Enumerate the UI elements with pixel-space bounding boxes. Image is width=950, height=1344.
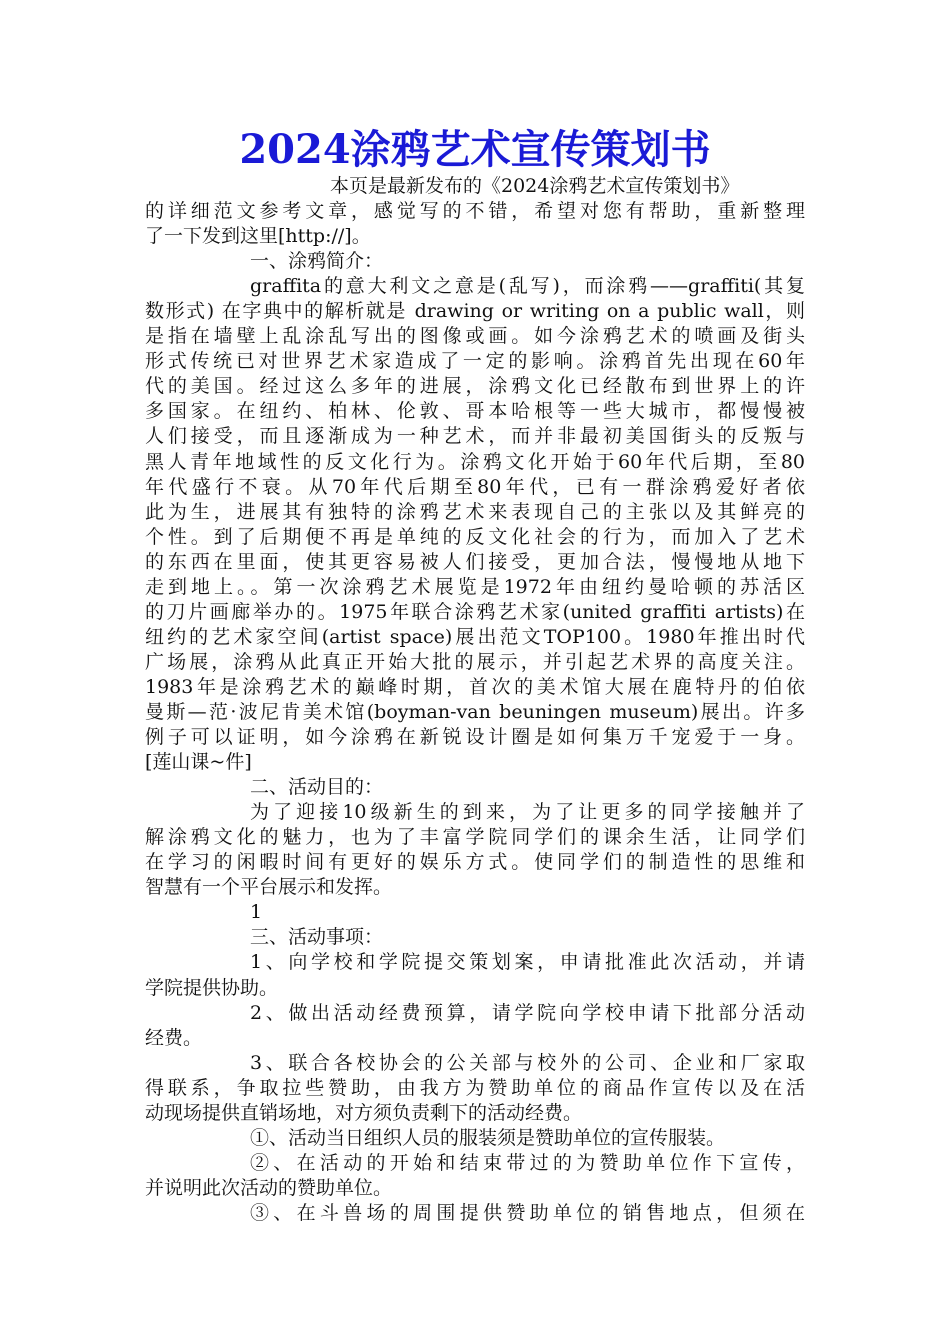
text-line: 智慧有一个平台展示和发挥。 bbox=[145, 876, 393, 899]
text-line: 1 bbox=[250, 901, 263, 924]
text-line: ③、在斗兽场的周围提供赞助单位的销售地点，但须在 bbox=[250, 1201, 805, 1224]
text-line: 为了迎接10级新生的到来，为了让更多的同学接触并了 bbox=[250, 801, 805, 824]
text-line: 一、涂鸦简介： bbox=[250, 250, 384, 273]
text-line: 形式传统已对世界艺术家造成了一定的影响。涂鸦首先出现在60年 bbox=[145, 350, 805, 373]
text-line: 的刀片画廊举办的。1975年联合涂鸦艺术家(united graffiti artists)在 bbox=[145, 600, 805, 623]
text-line: graffita的意大利文之意是(乱写)，而涂鸦——graffiti(其复 bbox=[250, 275, 805, 298]
text-line: 的详细范文参考文章，感觉写的不错，希望对您有帮助，重新整理 bbox=[145, 200, 805, 223]
text-line: 人们接受，而且逐渐成为一种艺术，而并非最初美国街头的反叛与 bbox=[145, 425, 805, 448]
text-line: 学院提供协助。 bbox=[145, 976, 279, 999]
text-line: 经费。 bbox=[145, 1026, 203, 1049]
text-line: 的东西在里面，使其更容易被人们接受，更加合法，慢慢地从地下 bbox=[145, 550, 805, 573]
text-line: 三、活动事项： bbox=[250, 926, 384, 949]
text-line: 例子可以证明，如今涂鸦在新锐设计圈是如何集万千宠爱于一身。 bbox=[145, 726, 805, 749]
text-line: 1、向学校和学院提交策划案，申请批准此次活动，并请 bbox=[250, 951, 805, 974]
text-line: 动现场提供直销场地，对方须负责剩下的活动经费。 bbox=[145, 1101, 583, 1124]
text-line: ①、活动当日组织人员的服装须是赞助单位的宣传服装。 bbox=[250, 1126, 726, 1149]
text-line: 年代盛行不衰。从70年代后期至80年代，已有一群涂鸦爱好者依 bbox=[145, 475, 805, 498]
text-line: [莲山课~件] bbox=[145, 751, 252, 774]
text-line: 数形式) 在字典中的解析就是 drawing or writing on a public wall，则 bbox=[145, 300, 805, 323]
text-line: 黑人青年地域性的反文化行为。涂鸦文化开始于60年代后期，至80 bbox=[145, 450, 805, 473]
text-line: 二、活动目的： bbox=[250, 776, 384, 799]
text-line: 在学习的闲暇时间有更好的娱乐方式。使同学们的制造性的思维和 bbox=[145, 851, 805, 874]
text-line: 此为生，进展其有独特的涂鸦艺术来表现自己的主张以及其鲜亮的 bbox=[145, 500, 805, 523]
text-line: 2、做出活动经费预算，请学院向学校申请下批部分活动 bbox=[250, 1001, 805, 1024]
text-line: 走到地上。。第一次涂鸦艺术展览是1972年由纽约曼哈顿的苏活区 bbox=[145, 575, 805, 598]
text-line: 3、联合各校协会的公关部与校外的公司、企业和厂家取 bbox=[250, 1051, 805, 1074]
document-title: 2024涂鸦艺术宣传策划书 bbox=[239, 126, 711, 173]
text-line: 是指在墙壁上乱涂乱写出的图像或画。如今涂鸦艺术的喷画及街头 bbox=[145, 325, 805, 348]
text-line: 曼斯—范·波尼肯美术馆(boyman-van beuningen museum)展出。许多 bbox=[145, 700, 805, 723]
text-line: 得联系，争取拉些赞助，由我方为赞助单位的商品作宣传以及在活 bbox=[145, 1076, 805, 1099]
text-line: 多国家。在纽约、柏林、伦敦、哥本哈根等一些大城市，都慢慢被 bbox=[145, 400, 805, 423]
text-line: 1983年是涂鸦艺术的巅峰时期，首次的美术馆大展在鹿特丹的伯依 bbox=[145, 675, 805, 698]
text-line: 纽约的艺术家空间(artist space)展出范文TOP100。1980年推出时代 bbox=[145, 625, 805, 648]
text-line: 了一下发到这里[http://]。 bbox=[145, 225, 371, 248]
document-body bbox=[145, 174, 805, 1226]
text-line: 广场展，涂鸦从此真正开始大批的展示，并引起艺术界的高度关注。 bbox=[145, 650, 805, 673]
text-line: 本页是最新发布的《2024涂鸦艺术宣传策划书》 bbox=[330, 175, 740, 197]
text-line: 代的美国。经过这么多年的进展，涂鸦文化已经散布到世界上的许 bbox=[145, 375, 805, 398]
text-line: 并说明此次活动的赞助单位。 bbox=[145, 1176, 393, 1199]
text-line: 个性。到了后期便不再是单纯的反文化社会的行为，而加入了艺术 bbox=[145, 525, 805, 548]
text-line: ②、在活动的开始和结束带过的为赞助单位作下宣传， bbox=[250, 1151, 805, 1174]
text-line: 解涂鸦文化的魅力，也为了丰富学院同学们的课余生活，让同学们 bbox=[145, 826, 805, 849]
